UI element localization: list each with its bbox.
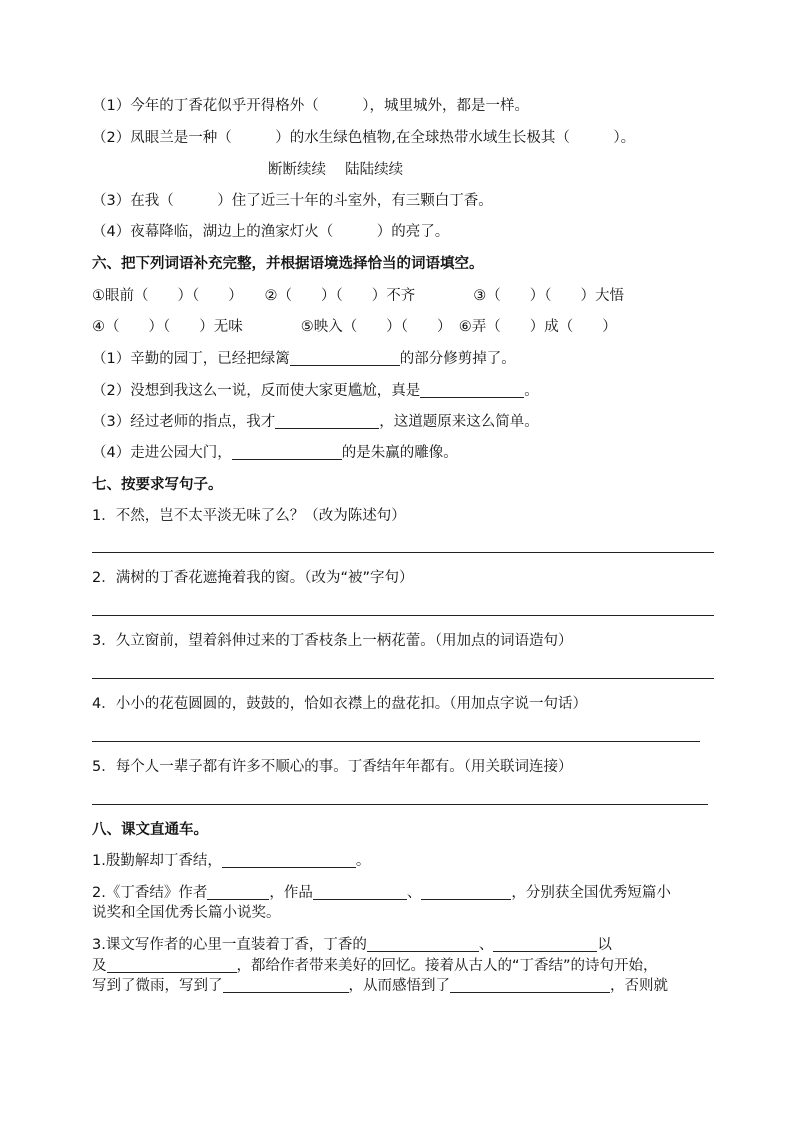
s8-q3-blank-3[interactable]	[107, 956, 237, 973]
s7-item-4: 4．小小的花苞圆圆的，鼓鼓的，恰如衣襟上的盘花扣。（用加点字说一句话）	[92, 696, 587, 712]
s8-q3-text-d: 及	[92, 958, 107, 974]
s6-words-row1: ①眼前（ ）（ ） ②（ ）（ ）不齐 ③（ ）（ ）大悟	[92, 288, 624, 304]
s8-q2-text-d: ，分别获全国优秀短篇小	[511, 885, 671, 901]
s8-q2	[92, 883, 671, 903]
s8-q1-text: 1.殷勤解却丁香结，	[92, 853, 222, 869]
s5-item-1: （1）今年的丁香花似乎开得格外（ ），城里城外，都是一样。	[92, 98, 529, 114]
s5-item-2: （2）凤眼兰是一种（ ）的水生绿色植物,在全球热带水域生长极其（ ）。	[92, 130, 636, 146]
s8-q3-blank-1[interactable]	[367, 935, 479, 952]
s6-item-3-post: ，这道题原来这么简单。	[379, 414, 539, 430]
s6-item-3-blank[interactable]	[275, 412, 379, 429]
s8-q2-text-b: ，作品	[269, 885, 313, 901]
s6-item-4-blank[interactable]	[232, 443, 342, 460]
s8-q3-text-b: 、	[478, 937, 494, 953]
s6-item-3-pre: （3）经过老师的指点，我才	[92, 414, 276, 430]
s8-q3-blank-4[interactable]	[223, 976, 349, 993]
s6-heading: 六、把下列词语补充完整，并根据语境选择恰当的词语填空。	[92, 256, 484, 272]
s7-heading: 七、按要求写句子。	[92, 477, 223, 493]
s7-answer-line-5[interactable]	[92, 804, 708, 805]
s6-words-row2: ④（ ）（ ）无味 ⑤映入（ ）（ ） ⑥弄（ ）成（ ）	[92, 319, 617, 335]
s8-q3-text-h: ，否则就	[610, 978, 668, 994]
s8-q1	[92, 851, 370, 871]
s7-item-5: 5．每个人一辈子都有许多不顺心的事。丁香结年年都有。（用关联词连接）	[92, 759, 573, 775]
s6-item-4-pre: （4）走进公园大门，	[92, 445, 232, 461]
s6-item-4-post: 的是朱赢的雕像。	[341, 445, 458, 461]
s7-answer-line-4[interactable]	[92, 741, 700, 742]
s5-item-3: （3）在我（ ）住了近三十年的斗室外，有三颗白丁香。	[92, 193, 493, 209]
s6-item-2	[92, 381, 539, 401]
s6-item-1-blank[interactable]	[290, 349, 400, 366]
s7-item-3: 3．久立窗前，望着斜伸过来的丁香枝条上一柄花蕾。（用加点的词语造句）	[92, 633, 573, 649]
s5-word-options: 断断续续 陆陆续续	[268, 162, 404, 178]
s8-q2-work1-blank[interactable]	[313, 883, 407, 900]
s6-item-4	[92, 443, 458, 463]
s8-q3-text-e: ，都给作者带来美好的回忆。接着从古人的“丁香结”的诗句开始，	[236, 958, 658, 974]
s8-q3-text-f: 写到了微雨，写到了	[92, 978, 223, 994]
s7-item-1: 1．不然，岂不太平淡无味了么？（改为陈述句）	[92, 508, 406, 524]
s8-q2-text-c: 、	[406, 885, 422, 901]
s6-item-3	[92, 412, 539, 432]
s7-item-2: 2．满树的丁香花遮掩着我的窗。（改为“被”字句）	[92, 570, 414, 586]
s8-q1-blank[interactable]	[222, 851, 356, 868]
s6-item-1-pre: （1）辛勤的园丁，已经把绿篱	[92, 351, 290, 367]
s8-q2-work2-blank[interactable]	[421, 883, 511, 900]
s8-q3-text-a: 3.课文写作者的心里一直装着丁香，丁香的	[92, 937, 367, 953]
s8-q1-end: 。	[355, 853, 371, 869]
s5-item-4: （4）夜幕降临，湖边上的渔家灯火（ ）的亮了。	[92, 224, 450, 240]
s7-answer-line-1[interactable]	[92, 552, 714, 553]
s8-q3-text-g: ，从而感悟到了	[348, 978, 450, 994]
s8-q2-text-a: 2.《丁香结》作者	[92, 885, 208, 901]
s8-q3-line1	[92, 935, 612, 955]
s7-answer-line-3[interactable]	[92, 678, 714, 679]
s6-item-2-blank[interactable]	[420, 381, 524, 398]
s6-item-1-post: 的部分修剪掉了。	[399, 351, 516, 367]
s8-heading: 八、课文直通车。	[92, 822, 208, 838]
s6-item-2-post: 。	[524, 383, 539, 399]
s8-q2-author-blank[interactable]	[207, 883, 269, 900]
s6-item-1	[92, 349, 516, 369]
s8-q3-line2	[92, 956, 658, 976]
s8-q3-blank-2[interactable]	[493, 935, 597, 952]
s8-q3-blank-5[interactable]	[450, 976, 610, 993]
s8-q3-text-c: 以	[597, 937, 612, 953]
s7-answer-line-2[interactable]	[92, 615, 714, 616]
s8-q3-line3	[92, 976, 668, 996]
s8-q2-line2: 说奖和全国优秀长篇小说奖。	[92, 905, 281, 921]
s6-item-2-pre: （2）没想到我这么一说，反而使大家更尴尬，真是	[92, 383, 421, 399]
